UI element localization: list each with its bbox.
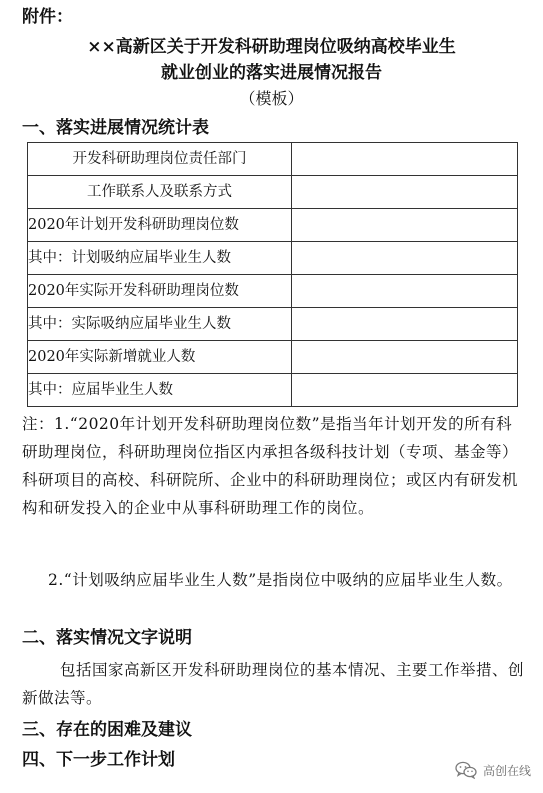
table-note-2: 2.“计划吸纳应届毕业生人数”是指岗位中吸纳的应届毕业生人数。 [48,571,513,589]
table-row [28,374,518,407]
section-heading-next-plan: 四、下一步工作计划 [22,750,175,770]
table-row-value [292,275,518,308]
table-row-label: 工作联系人及联系方式 [28,176,292,209]
document-title-line2: 就业创业的落实进展情况报告 [161,63,382,83]
section-heading-difficulties: 三、存在的困难及建议 [22,720,192,740]
table-row-value [292,209,518,242]
section-two-paragraph: 包括国家高新区开发科研助理岗位的基本情况、主要工作举措、创新做法等。 [22,661,525,707]
attachment-label: 附件： [22,7,73,27]
watermark-text: 高创在线 [482,763,531,778]
table-note-1: 注：1.“2020年计划开发科研助理岗位数”是指当年计划开发的所有科研助理岗位，科研助理岗位指区内承担各级科技计划（专项、基金等）科研项目的高校、科研院所、企业中的科研助理岗位；或区内有研发机构和研发投入的企业中从事科研助理工作的岗位。 [22,415,519,517]
table-row-value [292,308,518,341]
table-row-value [292,143,518,176]
table-row [28,242,518,275]
table-row-label: 2020年实际新增就业人数 [28,341,292,374]
table-row-value [292,242,518,275]
table-row-label: 其中：应届毕业生人数 [28,374,292,407]
table-row-value [292,341,518,374]
table-row [28,209,518,242]
table-row-value [292,176,518,209]
table-row-label: 开发科研助理岗位责任部门 [28,143,292,176]
table-row-label: 2020年实际开发科研助理岗位数 [28,275,292,308]
wechat-icon [455,761,477,779]
table-row [28,143,518,176]
document-subtitle: （模板） [239,89,304,108]
document-title-line1: ××高新区关于开发科研助理岗位吸纳高校毕业生 [87,37,456,57]
section-heading-stats: 一、落实进展情况统计表 [22,118,209,138]
watermark [455,761,531,779]
section-heading-description: 二、落实情况文字说明 [22,628,192,648]
table-row-label: 其中：计划吸纳应届毕业生人数 [28,242,292,275]
table-row-value [292,374,518,407]
table-row [28,176,518,209]
progress-stats-table [27,142,518,407]
table-row [28,275,518,308]
table-row [28,308,518,341]
table-row-label: 2020年计划开发科研助理岗位数 [28,209,292,242]
table-row-label: 其中：实际吸纳应届毕业生人数 [28,308,292,341]
table-row [28,341,518,374]
